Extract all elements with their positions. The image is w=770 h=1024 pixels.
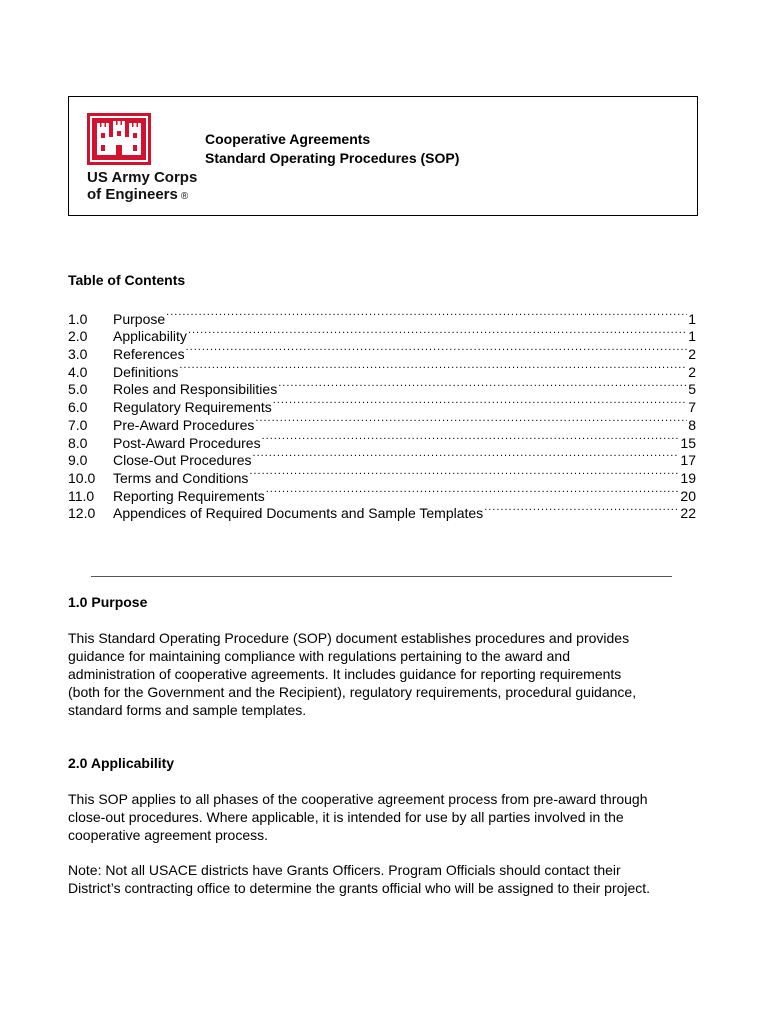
toc-entry-title: Purpose — [113, 310, 166, 327]
toc-dot-leader — [262, 430, 680, 448]
toc-entry-title: Pre-Award Procedures — [113, 416, 255, 433]
toc-entry-page: 2 — [688, 363, 696, 380]
text-line: Note: Not all USACE districts have Grants Officers. Program Officials should contact their — [68, 862, 621, 878]
applicability-paragraph — [68, 790, 700, 844]
toc-entry-title: Applicability — [113, 328, 187, 345]
text-line: standard forms and sample templates. — [68, 702, 307, 718]
toc-dot-leader — [484, 501, 679, 519]
toc-heading: Table of Contents — [68, 272, 186, 288]
toc-entry-number: 1.0 — [68, 310, 88, 327]
toc-entry-number: 4.0 — [68, 363, 88, 380]
purpose-heading: 1.0 Purpose — [68, 594, 148, 610]
title-line-1: Cooperative Agreements — [205, 131, 371, 147]
toc-entry-number: 8.0 — [68, 434, 88, 451]
toc-dot-leader — [253, 448, 680, 466]
toc-entry-title: References — [113, 346, 185, 363]
toc-entry-number: 3.0 — [68, 346, 88, 363]
toc-dot-leader — [249, 465, 679, 483]
purpose-paragraph — [68, 629, 700, 719]
note-paragraph — [68, 861, 700, 897]
castle-icon — [87, 113, 151, 165]
applicability-heading: 2.0 Applicability — [68, 755, 175, 771]
registered-mark: ® — [180, 191, 189, 202]
toc-entry-number: 7.0 — [68, 416, 88, 433]
toc-entry-page: 7 — [688, 399, 696, 416]
usace-logo — [87, 113, 217, 209]
logo-line-2: of Engineers ® — [87, 186, 189, 203]
toc-dot-leader — [186, 341, 688, 359]
table-of-contents — [68, 306, 696, 522]
toc-entry-number: 5.0 — [68, 381, 88, 398]
toc-entry-page: 19 — [680, 469, 696, 486]
toc-entry-page: 17 — [680, 452, 696, 469]
text-line: guidance for maintaining compliance with regulations pertaining to the award and — [68, 648, 570, 664]
toc-dot-leader — [278, 377, 687, 395]
toc-dot-leader — [266, 483, 680, 501]
header-box — [68, 96, 698, 216]
toc-dot-leader — [273, 394, 687, 412]
toc-dot-leader — [166, 306, 687, 324]
toc-entry-title: Appendices of Required Documents and Sample Templates — [113, 505, 484, 522]
toc-entry-number: 6.0 — [68, 399, 88, 416]
toc-dot-leader — [255, 412, 687, 430]
toc-dot-leader — [179, 359, 687, 377]
toc-entry-title: Roles and Responsibilities — [113, 381, 278, 398]
logo-wordmark — [87, 169, 227, 205]
toc-entry-page: 2 — [688, 346, 696, 363]
text-line: administration of cooperative agreements. It includes guidance for reporting requirements — [68, 666, 622, 682]
toc-entry-number: 12.0 — [68, 505, 96, 522]
toc-entry-title: Close-Out Procedures — [113, 452, 252, 469]
toc-entry-page: 1 — [688, 328, 696, 345]
text-line: This Standard Operating Procedure (SOP) document establishes procedures and provides — [68, 630, 630, 646]
toc-entry-page: 20 — [680, 487, 696, 504]
toc-dot-leader — [188, 324, 687, 342]
text-line: District’s contracting office to determine the grants official who will be assigned to their project. — [68, 880, 651, 896]
logo-line-1: US Army Corps — [87, 169, 198, 186]
document-title — [205, 130, 605, 168]
text-line: This SOP applies to all phases of the cooperative agreement process from pre-award through — [68, 791, 648, 807]
text-line: close-out procedures. Where applicable, it is intended for use by all parties involved in the — [68, 809, 624, 825]
toc-entry-number: 10.0 — [68, 469, 96, 486]
toc-entry-title: Terms and Conditions — [113, 469, 249, 486]
toc-entry-number: 11.0 — [68, 487, 95, 504]
text-line: (both for the Government and the Recipient), regulatory requirements, procedural guidance, — [68, 684, 637, 700]
toc-entry-title: Regulatory Requirements — [113, 399, 272, 416]
toc-entry-title: Reporting Requirements — [113, 487, 265, 504]
toc-entry-page: 5 — [688, 381, 696, 398]
toc-entry-page: 1 — [688, 310, 696, 327]
toc-entry-number: 9.0 — [68, 452, 88, 469]
toc-entry-title: Post-Award Procedures — [113, 434, 261, 451]
toc-entry-page: 8 — [688, 416, 696, 433]
text-line: cooperative agreement process. — [68, 827, 268, 843]
horizontal-divider — [91, 576, 672, 577]
toc-entry-number: 2.0 — [68, 328, 88, 345]
toc-entry-page: 15 — [680, 434, 696, 451]
toc-entry[interactable] — [68, 306, 696, 327]
title-line-2: Standard Operating Procedures (SOP) — [205, 150, 460, 166]
toc-entry-page: 22 — [680, 505, 696, 522]
toc-entry-title: Definitions — [113, 363, 179, 380]
